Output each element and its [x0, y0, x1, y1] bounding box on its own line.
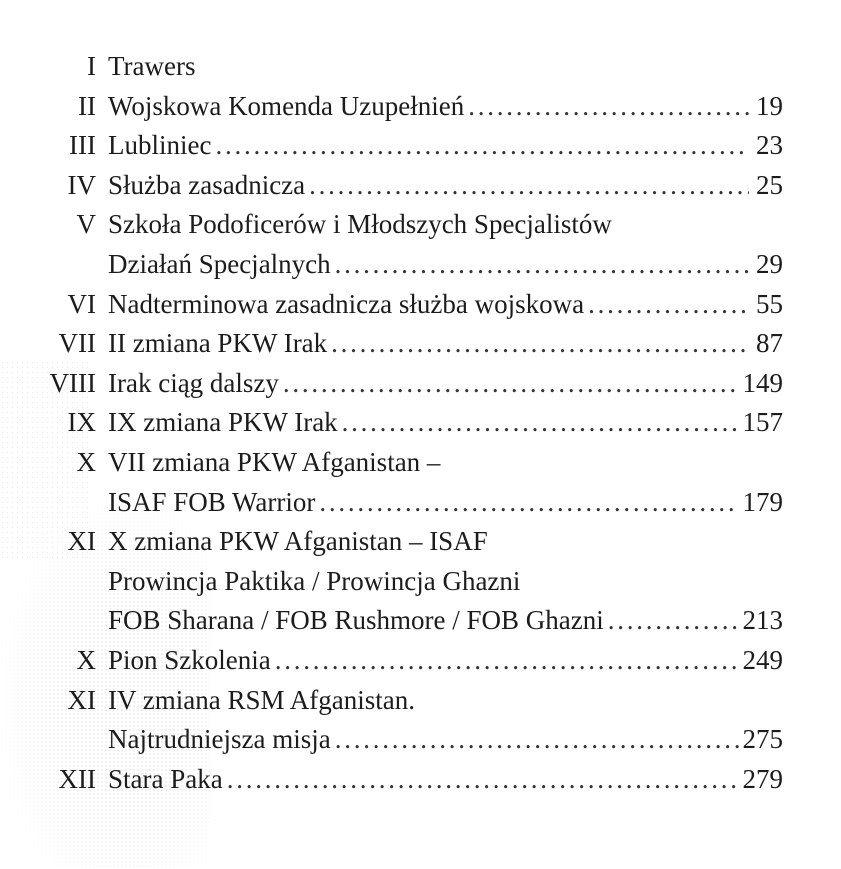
toc-entry-title: Najtrudniejsza misja	[108, 724, 331, 755]
toc-entry-page: 157	[742, 407, 783, 438]
toc-entry-row	[108, 323, 783, 363]
toc-entry-row	[108, 363, 783, 403]
toc-entry-row	[108, 165, 783, 205]
toc-entry-title: Szkoła Podoficerów i Młodszych Specjalistów	[108, 209, 612, 240]
toc-entry-row	[108, 640, 783, 680]
dot-leader	[608, 600, 739, 640]
toc-entry-number: V	[76, 209, 96, 240]
toc-entry-row	[108, 759, 783, 799]
toc-entry-page: 25	[756, 169, 783, 200]
toc-entry-title: Prowincja Paktika / Prowincja Ghazni	[108, 565, 521, 596]
toc-entry-page: 19	[756, 90, 783, 121]
toc-entry-page: 55	[756, 288, 783, 319]
toc-entry-title: FOB Sharana / FOB Rushmore / FOB Ghazni	[108, 605, 604, 636]
toc-entry-page: 23	[756, 130, 783, 161]
toc-entry-row	[108, 125, 783, 165]
dot-leader	[342, 402, 739, 442]
toc-entry-title: Irak ciąg dalszy	[108, 367, 279, 398]
toc-entry-page: 149	[742, 367, 783, 398]
toc-entry-page: 87	[756, 328, 783, 359]
toc-entry-number: XI	[67, 684, 96, 715]
toc-entry-page: 279	[742, 763, 783, 794]
toc-entry-number: IX	[67, 407, 96, 438]
toc-entry-number: III	[69, 130, 96, 161]
toc-entry-title: Stara Paka	[108, 763, 223, 794]
dot-leader	[283, 363, 739, 403]
toc-entry-title: Wojskowa Komenda Uzupełnień	[108, 90, 465, 121]
dot-leader	[227, 759, 739, 799]
toc-entry-page: 29	[756, 249, 783, 279]
toc-entry-number: X	[76, 447, 96, 477]
toc-entry-number: XI	[67, 526, 96, 557]
toc-entry-title: ISAF FOB Warrior	[108, 486, 316, 517]
toc-entry-row	[108, 600, 783, 640]
toc-entry-page: 275	[742, 724, 783, 755]
dot-leader	[468, 86, 749, 126]
toc-entry-number: X	[76, 645, 96, 675]
toc-entry-row	[108, 86, 783, 126]
toc-entry-title: Nadterminowa zasadnicza służba wojskowa	[108, 288, 585, 319]
dot-leader	[335, 244, 749, 284]
toc-entry-title: Trawers	[108, 51, 196, 81]
toc-entry-row	[108, 284, 783, 324]
dot-leader	[275, 640, 739, 680]
toc-entry-row	[108, 244, 783, 284]
dot-leader	[215, 125, 749, 165]
dot-leader	[309, 165, 749, 205]
toc-entry-number: II	[78, 90, 96, 121]
toc-entry-number: VII	[58, 328, 96, 359]
toc-entry-page: 179	[742, 486, 783, 517]
toc-entry-title: Działań Specjalnych	[108, 249, 331, 279]
toc-entry-row	[108, 402, 783, 442]
toc-entry-title: IV zmiana RSM Afganistan.	[108, 684, 415, 715]
toc-entry-page: 249	[742, 645, 783, 675]
toc-entry-title: Pion Szkolenia	[108, 645, 271, 675]
toc-entry-number: I	[87, 51, 96, 81]
dot-leader	[319, 482, 738, 522]
toc-entry-number: VIII	[49, 367, 96, 398]
toc-entry-title: IX zmiana PKW Irak	[108, 407, 338, 438]
toc-entry-number: VI	[67, 288, 96, 319]
dot-leader	[331, 323, 749, 363]
toc-entry-number: IV	[67, 169, 96, 200]
toc-entry-title: Lubliniec	[108, 130, 212, 161]
toc-entry-row	[108, 482, 783, 522]
toc-entry-title: II zmiana PKW Irak	[108, 328, 328, 359]
toc-entry-page: 213	[742, 605, 783, 636]
toc-entry-title: X zmiana PKW Afganistan – ISAF	[108, 526, 488, 557]
dot-leader	[335, 719, 739, 759]
dot-leader	[588, 284, 749, 324]
toc-entry-title: VII zmiana PKW Afganistan –	[108, 447, 441, 477]
toc-entry-title: Służba zasadnicza	[108, 169, 306, 200]
toc-entry-number: XII	[58, 763, 96, 794]
toc-entry-row	[108, 719, 783, 759]
